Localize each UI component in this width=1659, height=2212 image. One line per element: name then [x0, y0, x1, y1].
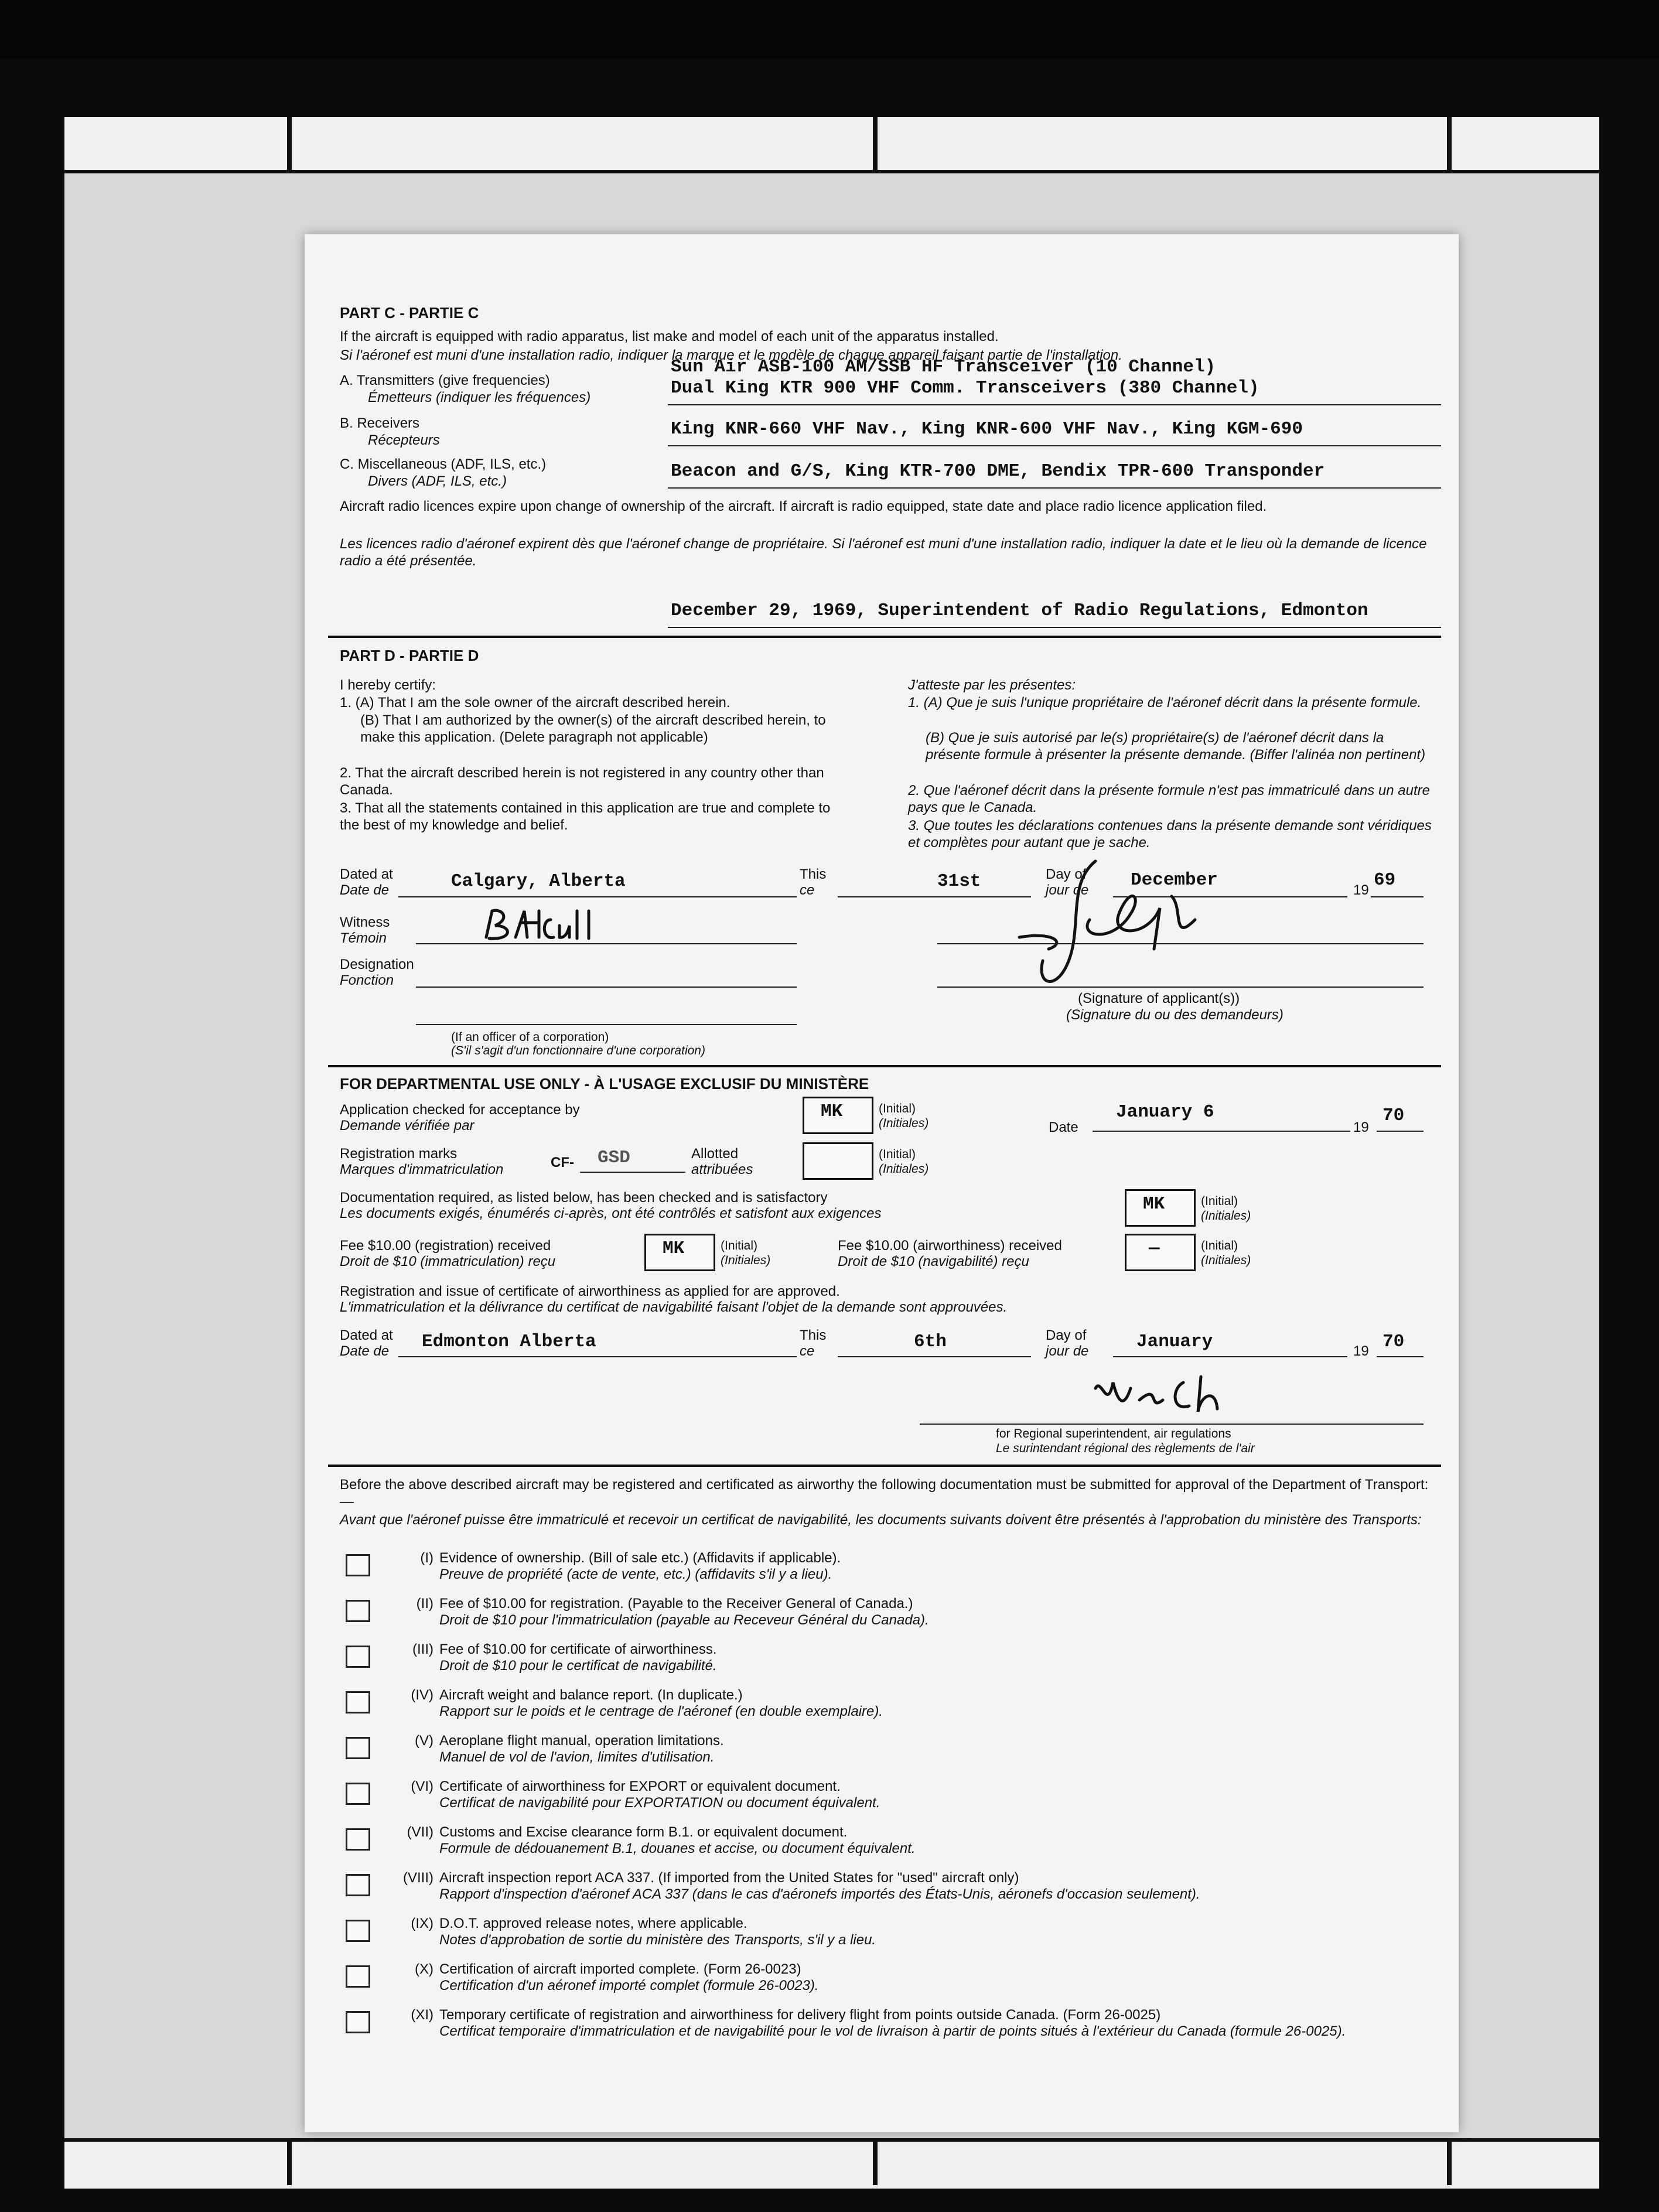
dated-at-label-fr: Date de: [340, 882, 390, 898]
section-divider: [328, 1465, 1441, 1467]
fee-air-box: [1125, 1234, 1196, 1271]
checklist-text-en: D.O.T. approved release notes, where applicable.: [439, 1916, 747, 1931]
designation-label-fr: Fonction: [340, 972, 394, 988]
field-line: [416, 943, 797, 944]
film-divider: [287, 2138, 292, 2185]
checklist-text-en: Certificate of airworthiness for EXPORT or equivalent document.: [439, 1779, 841, 1794]
allotted-label-fr: attribuées: [691, 1162, 753, 1177]
field-line: [668, 404, 1441, 405]
officer-note-en: (If an officer of a corporation): [451, 1030, 609, 1044]
checklist-text-fr: Certificat de navigabilité pour EXPORTATION ou document équivalent.: [439, 1795, 880, 1811]
checklist-checkbox[interactable]: [346, 1874, 370, 1896]
date-year-prefix: 19: [1353, 1119, 1369, 1135]
field-line: [416, 986, 797, 988]
approval-fr: L'immatriculation et la délivrance du certificat de navigabilité faisant l'objet de la demande sont approuvées.: [340, 1299, 1008, 1315]
initial-label: (Initial): [879, 1102, 916, 1115]
misc-label: C. Miscellaneous (ADF, ILS, etc.): [340, 456, 547, 472]
designation-label: Designation: [340, 957, 414, 972]
checklist-number: (XI): [411, 2007, 433, 2023]
checklist-text-en: Aeroplane flight manual, operation limitations.: [439, 1733, 724, 1749]
reg-marks-label: Registration marks: [340, 1146, 458, 1162]
this-label-fr: ce: [800, 882, 815, 898]
part-c-intro-en: If the aircraft is equipped with radio apparatus, list make and model of each unit of the apparatus installed.: [340, 329, 999, 344]
misc-value: Beacon and G/S, King KTR-700 DME, Bendix TPR-600 Transponder: [671, 461, 1325, 482]
checklist-text-en: Temporary certificate of registration and airworthiness for delivery flight from points outside Canada. (Form 26-0025): [439, 2007, 1161, 2023]
dept-heading: FOR DEPARTMENTAL USE ONLY - À L'USAGE EXCLUSIF DU MINISTÈRE: [340, 1075, 869, 1093]
year-prefix: 19: [1353, 882, 1369, 898]
checklist-number: (IV): [411, 1687, 433, 1703]
cert-1a-fr: 1. (A) Que je suis l'unique propriétaire de l'aéronef décrit dans la présente formule.: [908, 695, 1422, 711]
field-line: [398, 1356, 797, 1357]
cert-1b-en: (B) That I am authorized by the owner(s) of the aircraft described herein, to make this application. (Delete paragraph not applicable): [360, 712, 826, 745]
checklist-text-fr: Preuve de propriété (acte de vente, etc.) (affidavits s'il y a lieu).: [439, 1566, 832, 1582]
field-line: [668, 627, 1441, 628]
superintendent-signature: [1084, 1371, 1271, 1424]
initial-label: (Initial): [1201, 1239, 1238, 1252]
licence-value: December 29, 1969, Superintendent of Radio Regulations, Edmonton: [671, 600, 1368, 621]
cert-3-en: 3. That all the statements contained in this application are true and complete to the best of my knowledge and belief.: [340, 800, 831, 833]
checklist-checkbox[interactable]: [346, 1783, 370, 1805]
checklist-text-fr: Droit de $10 pour l'immatriculation (payable au Receveur Général du Canada).: [439, 1612, 929, 1628]
form-page: [305, 234, 1459, 2132]
this-value: 31st: [937, 871, 981, 892]
field-line: [668, 445, 1441, 446]
dated-at-label-fr: Date de: [340, 1343, 390, 1359]
field-line: [937, 943, 1424, 944]
dept-day-of-value: January: [1136, 1332, 1213, 1352]
transmitters-label-fr: Émetteurs (indiquer les fréquences): [368, 390, 591, 405]
officer-note-fr: (S'il s'agit d'un fonctionnaire d'une corporation): [451, 1044, 705, 1057]
field-line: [920, 1424, 1424, 1425]
field-line: [1093, 1131, 1350, 1132]
this-label: This: [800, 866, 827, 882]
checklist-text-fr: Notes d'approbation de sortie du ministère des Transports, s'il y a lieu.: [439, 1932, 876, 1948]
checklist-text-fr: Certification d'un aéronef importé complet (formule 26-0023).: [439, 1978, 819, 1993]
this-label: This: [800, 1327, 827, 1343]
cert-3-fr: 3. Que toutes les déclarations contenues dans la présente demande sont véridiques et complètes pour autant que je sache.: [908, 818, 1432, 851]
checklist-text-en: Aircraft weight and balance report. (In duplicate.): [439, 1687, 743, 1703]
day-of-value: December: [1131, 870, 1218, 890]
checklist-text-fr: Rapport sur le poids et le centrage de l'aéronef (en double exemplaire).: [439, 1704, 883, 1719]
allotted-box: [803, 1142, 873, 1180]
part-d-heading: PART D - PARTIE D: [340, 647, 479, 664]
fee-air-label: Fee $10.00 (airworthiness) received: [838, 1238, 1062, 1254]
receivers-label-fr: Récepteurs: [368, 432, 440, 448]
checked-box: [803, 1097, 873, 1134]
checklist-text-en: Fee of $10.00 for registration. (Payable to the Receiver General of Canada.): [439, 1596, 913, 1612]
initial-label: (Initial): [721, 1239, 758, 1252]
this-label-fr: ce: [800, 1343, 815, 1359]
field-line: [1377, 1131, 1424, 1132]
initial-label-fr: (Initiales): [1201, 1254, 1251, 1267]
fee-reg-label: Fee $10.00 (registration) received: [340, 1238, 551, 1254]
section-divider: [328, 636, 1441, 638]
fee-reg-box: [644, 1234, 715, 1271]
signature-caption-fr: (Signature du ou des demandeurs): [1066, 1007, 1283, 1023]
reg-prefix: CF-: [551, 1155, 574, 1170]
checklist-text-fr: Rapport d'inspection d'aéronef ACA 337 (dans le cas d'aéronefs importés des États-Unis, aéronefs d'occasion seulement).: [439, 1886, 1200, 1902]
witness-label: Witness: [340, 914, 390, 930]
cert-2-en: 2. That the aircraft described herein is not registered in any country other than Canada.: [340, 765, 824, 798]
checked-value: MK: [821, 1101, 843, 1122]
initial-label-fr: (Initiales): [879, 1162, 929, 1176]
docs-value: MK: [1143, 1194, 1165, 1214]
year-prefix: 19: [1353, 1343, 1369, 1359]
checklist-text-fr: Certificat temporaire d'immatriculation et de navigabilité pour le vol de livraison à partir de points situés à l'extérieur du Canada (formule 26-0025).: [439, 2023, 1346, 2039]
checklist-number: (III): [412, 1641, 433, 1657]
approval-en: Registration and issue of certificate of airworthiness as applied for are approved.: [340, 1283, 840, 1299]
certify-en: I hereby certify:: [340, 677, 436, 693]
checklist-checkbox[interactable]: [346, 1646, 370, 1668]
licence-note-fr: Les licences radio d'aéronef expirent dès que l'aéronef change de propriétaire. Si l'aéronef est muni d'une installation radio, indiquer la date et le lieu où la demande de licence radio a été présentée.: [340, 536, 1427, 569]
field-line: [1113, 1356, 1347, 1357]
dept-year-value: 70: [1383, 1332, 1405, 1352]
field-line: [1371, 896, 1424, 897]
cert-2-fr: 2. Que l'aéronef décrit dans la présente formule n'est pas immatriculé dans un autre pays que le Canada.: [908, 783, 1430, 815]
date-label: Date: [1049, 1119, 1078, 1135]
field-line: [668, 487, 1441, 489]
field-line: [398, 896, 797, 897]
receivers-value: King KNR-660 VHF Nav., King KNR-600 VHF Nav., King KGM-690: [671, 419, 1303, 439]
allotted-label: Allotted: [691, 1146, 739, 1162]
initial-label: (Initial): [879, 1148, 916, 1161]
field-line: [1377, 1356, 1424, 1357]
film-frame-bottom: [64, 2138, 1599, 2189]
film-frame-top: [64, 117, 1599, 173]
receivers-label: B. Receivers: [340, 415, 420, 431]
cert-1b-fr: (B) Que je suis autorisé par le(s) propriétaire(s) de l'aéronef décrit dans la présente formule à présenter la présente demande. (Biffer l'alinéa non pertinent): [926, 730, 1426, 763]
dated-at-label: Dated at: [340, 866, 393, 882]
applicant-signature: [996, 849, 1242, 1002]
fee-reg-value: MK: [663, 1238, 685, 1259]
dated-at-label: Dated at: [340, 1327, 393, 1343]
day-of-label-fr: jour de: [1046, 1343, 1089, 1359]
fee-air-value: —: [1149, 1238, 1160, 1259]
reg-value: GSD: [598, 1148, 630, 1168]
fee-air-label-fr: Droit de $10 (navigabilité) reçu: [838, 1254, 1029, 1269]
checklist-checkbox[interactable]: [346, 1554, 370, 1576]
certify-fr: J'atteste par les présentes:: [908, 677, 1076, 693]
docs-intro-fr: Avant que l'aéronef puisse être immatriculé et recevoir un certificat de navigabilité, les documents suivants doivent être présentés à l'approbation du ministère des Transports:: [340, 1512, 1422, 1528]
docs-checked-fr: Les documents exigés, énumérés ci-après, ont été contrôlés et satisfont aux exigences: [340, 1206, 882, 1221]
day-of-label: Day of: [1046, 866, 1087, 882]
checklist-text-en: Certification of aircraft imported complete. (Form 26-0023): [439, 1961, 801, 1977]
field-line: [416, 1024, 797, 1025]
checklist-checkbox[interactable]: [346, 1600, 370, 1622]
licence-note-en: Aircraft radio licences expire upon change of ownership of the aircraft. If aircraft is radio equipped, state date and place radio licence application filed.: [340, 499, 1267, 514]
checklist-text-fr: Droit de $10 pour le certificat de navigabilité.: [439, 1658, 717, 1674]
checklist-text-en: Aircraft inspection report ACA 337. (If imported from the United States for "used" aircraft only): [439, 1870, 1019, 1886]
checklist-number: (IX): [411, 1916, 433, 1931]
initial-label-fr: (Initiales): [879, 1117, 929, 1130]
field-line: [580, 1172, 685, 1173]
film-divider: [287, 117, 292, 170]
date-value: January 6: [1116, 1102, 1214, 1122]
film-divider: [873, 117, 878, 170]
checklist-text-fr: Manuel de vol de l'avion, limites d'utilisation.: [439, 1749, 715, 1765]
checklist-number: (X): [415, 1961, 433, 1977]
regional-caption-en: for Regional superintendent, air regulations: [996, 1427, 1231, 1440]
checklist-number: (V): [415, 1733, 433, 1749]
regional-caption-fr: Le surintendant régional des règlements de l'air: [996, 1442, 1255, 1455]
misc-label-fr: Divers (ADF, ILS, etc.): [368, 473, 507, 489]
fee-reg-label-fr: Droit de $10 (immatriculation) reçu: [340, 1254, 556, 1269]
checklist-checkbox[interactable]: [346, 1965, 370, 1988]
transmitters-label: A. Transmitters (give frequencies): [340, 373, 550, 388]
initial-label: (Initial): [1201, 1194, 1238, 1208]
checklist-number: (I): [420, 1550, 433, 1566]
film-divider: [1447, 2138, 1452, 2185]
part-c-intro-fr: Si l'aéronef est muni d'une installation radio, indiquer la marque et le modèle de chaque appareil faisant partie de l'installation.: [340, 347, 1122, 363]
docs-checked-en: Documentation required, as listed below, has been checked and is satisfactory: [340, 1190, 828, 1206]
checklist-checkbox[interactable]: [346, 1691, 370, 1713]
dated-at-value: Calgary, Alberta: [451, 871, 626, 892]
checklist-checkbox[interactable]: [346, 1737, 370, 1759]
checklist-number: (VII): [407, 1824, 433, 1840]
initial-label-fr: (Initiales): [721, 1254, 771, 1267]
film-divider: [873, 2138, 878, 2185]
transmitters-value-1: Sun Air ASB-100 AM/SSB HF Transceiver (10 Channel): [671, 357, 1216, 377]
part-c-heading: PART C - PARTIE C: [340, 304, 479, 322]
transmitters-value-2: Dual King KTR 900 VHF Comm. Transceivers (380 Channel): [671, 378, 1259, 398]
field-line: [937, 986, 1424, 988]
cert-1a-en: 1. (A) That I am the sole owner of the aircraft described herein.: [340, 695, 730, 711]
year-value: 69: [1374, 870, 1396, 890]
film-strip-top: [0, 0, 1659, 59]
checked-label-fr: Demande vérifiée par: [340, 1118, 475, 1134]
day-of-label: Day of: [1046, 1327, 1087, 1343]
checklist-text-en: Evidence of ownership. (Bill of sale etc.) (Affidavits if applicable).: [439, 1550, 841, 1566]
checklist-checkbox[interactable]: [346, 1920, 370, 1942]
checked-label: Application checked for acceptance by: [340, 1102, 580, 1118]
film-divider: [1447, 117, 1452, 170]
signature-caption-en: (Signature of applicant(s)): [1078, 991, 1240, 1006]
checklist-text-en: Fee of $10.00 for certificate of airworthiness.: [439, 1641, 717, 1657]
checklist-checkbox[interactable]: [346, 2011, 370, 2033]
checklist-text-fr: Formule de dédouanement B.1, douanes et accise, ou document équivalent.: [439, 1841, 916, 1856]
checklist-number: (VIII): [403, 1870, 433, 1886]
section-divider: [328, 1065, 1441, 1067]
docs-box: [1125, 1189, 1196, 1227]
reg-marks-label-fr: Marques d'immatriculation: [340, 1162, 504, 1177]
witness-label-fr: Témoin: [340, 930, 387, 946]
dept-this-value: 6th: [914, 1332, 947, 1352]
witness-signature: [480, 902, 691, 949]
day-of-label-fr: jour de: [1046, 882, 1089, 898]
checklist-text-en: Customs and Excise clearance form B.1. or equivalent document.: [439, 1824, 848, 1840]
checklist-checkbox[interactable]: [346, 1828, 370, 1851]
initial-label-fr: (Initiales): [1201, 1209, 1251, 1223]
date-year-value: 70: [1383, 1105, 1405, 1126]
checklist-number: (II): [416, 1596, 433, 1612]
field-line: [838, 1356, 1031, 1357]
checklist-number: (VI): [411, 1779, 433, 1794]
docs-intro-en: Before the above described aircraft may be registered and certificated as airworthy the following documentation must be submitted for approval of the Department of Transport: —: [340, 1477, 1429, 1510]
dept-dated-at-value: Edmonton Alberta: [422, 1332, 596, 1352]
